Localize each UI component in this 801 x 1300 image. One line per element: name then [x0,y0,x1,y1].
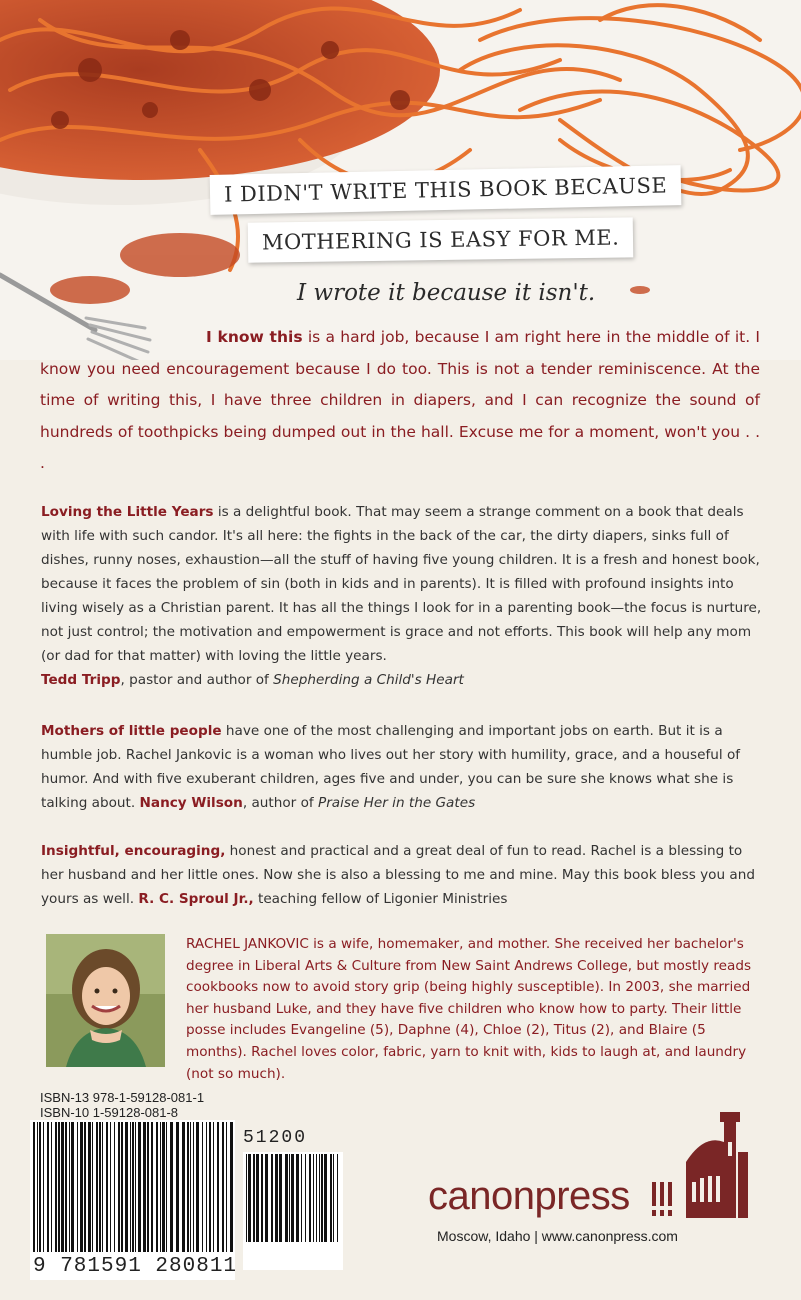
barcode-bar [77,1122,78,1252]
endorsement-lead: Insightful, encouraging, [41,843,226,859]
barcode-bar [80,1122,83,1252]
author-bio: RACHEL JANKOVIC is a wife, homemaker, and mother. She received her bachelor's degree in Liberal Arts & Culture from New Saint Andrews College, but mostly reads cookbooks now to avoid story grip (being highly susceptible). In 2003, she married her husband Luke, and they have five children who know how to party. Their little posse includes Evangeline (5), Daphne (4), Chloe (2), Titus (2), and Blaire (5 months). Rachel loves color, fabric, yarn to knit with, kids to laugh at, and laundry (not so much). [186,936,752,1082]
intro-paragraph [40,322,760,480]
barcode-bar [132,1122,134,1252]
barcode-bar [275,1154,278,1242]
endorsement-book: Shepherding a Child's Heart [273,672,464,688]
isbn-13: ISBN-13 978-1-59128-081-1 [40,1090,205,1105]
barcode-bar [106,1122,108,1252]
barcode-bar [330,1154,332,1242]
barcode-bar [261,1154,263,1242]
endorsement-wilson [41,719,766,815]
endorsement-tripp [41,500,766,692]
price-code: 51200 [243,1128,308,1148]
barcode-bar [206,1122,207,1252]
barcode-bar [118,1122,120,1252]
barcode-bar [248,1154,251,1242]
barcode-bar [135,1122,136,1252]
barcode-digits: 9 781591 280811 [33,1255,238,1278]
barcode-bar [321,1154,323,1242]
barcode-bar [166,1122,167,1252]
barcode-bar [193,1122,194,1252]
barcode-bar [291,1154,294,1242]
barcode-bar [125,1122,128,1252]
endorsement-text: is a delightful book. That may seem a strange comment on a book that deals with life with such candor. It's all here: the fights in the back of the car, the dirty diapers, sinks full of dishes, runny noses, exhaustion—all the stuff of having five young children. It is a fresh and honest book, because it faces the problem of sin (both in kids and in parents). It is filled with profound insights into living wisely as a Christian parent. It has all the things I look for in a parenting book—the focus is nurture, not just control; the motivation and empowerment is grace and not efforts. This book will help any mom (or dad for that matter) with loving the little years. [41,504,762,664]
barcode-bar [65,1122,67,1252]
endorsement-role: , pastor and author of [120,672,274,688]
barcode-bar [213,1122,214,1252]
endorsement-author: Nancy Wilson [139,795,243,811]
barcode-bar [110,1122,111,1252]
endorsement-text: have one of the most challenging and important jobs on earth. But it is a humble job. Rachel Jankovic is a woman who lives out her story with humility, grace, and a houseful of humor. And with five exuberant children, ages five and under, you can be sure she knows what she is talking about. [41,723,741,811]
barcode-bar [230,1122,233,1252]
endorsement-role: , author of [242,795,319,811]
tagline-line-2: MOTHERING IS EASY FOR ME. [248,217,634,262]
barcode-bar [222,1122,224,1252]
barcode-bar [102,1122,103,1252]
barcode-bar [246,1154,247,1242]
barcode-bar [151,1122,153,1252]
barcode-bar [319,1154,320,1242]
barcode-bar [202,1122,203,1252]
barcode-bar [84,1122,86,1252]
barcode-bar [337,1154,338,1242]
barcode-bar [301,1154,302,1242]
barcode-bar [313,1154,314,1242]
barcode-bar [182,1122,185,1252]
barcode-bar [147,1122,149,1252]
intro-lead: I know this [206,328,303,346]
barcode-bar [160,1122,161,1252]
barcode-bar [58,1122,60,1252]
canon-press-tower-icon [686,1112,748,1218]
endorsement-author: R. C. Sproul Jr., [138,891,254,907]
barcode-bar [296,1154,299,1242]
barcode-bar [170,1122,173,1252]
barcode-bar [176,1122,179,1252]
barcode-bar [88,1122,91,1252]
barcode-bar [96,1122,98,1252]
addon-barcode-icon [243,1152,343,1270]
publisher-location: Moscow, Idaho | www.canonpress.com [437,1228,678,1244]
barcode-bar [114,1122,115,1252]
barcode-bar [138,1122,141,1252]
barcode-bar [143,1122,146,1252]
barcode-bar [271,1154,273,1242]
endorsement-lead: Mothers of little people [41,723,222,739]
endorsement-sproul [41,839,766,911]
barcode-bar [316,1154,317,1242]
barcode-bar [37,1122,38,1252]
barcode-bar [39,1122,41,1252]
endorsement-lead: Loving the Little Years [41,504,214,520]
endorsement-author: Tedd Tripp [41,672,121,688]
barcode-bar [55,1122,57,1252]
barcode-bar [156,1122,158,1252]
endorsement-book: Praise Her in the Gates [318,795,476,811]
endorsement-text: honest and practical and a great deal of fun to read. Rachel is a blessing to her husband and her little ones. Now she is also a blessing to me and mine. May this book bless you and yours as well. [41,843,756,907]
barcode-bar [285,1154,288,1242]
barcode-bar [162,1122,165,1252]
barcode-bar [289,1154,290,1242]
barcode-bar [333,1154,334,1242]
barcode-bar [61,1122,64,1252]
isbn-10: ISBN-10 1-59128-081-8 [40,1105,179,1120]
barcode-bar [69,1122,70,1252]
intro-text: is a hard job, because I am right here in the middle of it. I know you need encouragement because I do too. This is not a tender reminiscence. At the time of writing this, I have three children in diapers, and I can recognize the sound of hundreds of toothpicks being dumped out in the hall. Excuse me for a moment, won't you . . . [40,328,760,472]
barcode-bar [121,1122,123,1252]
barcode-bar [99,1122,101,1252]
barcode-bar [279,1154,282,1242]
barcode-bar [47,1122,49,1252]
barcode-bar [256,1154,259,1242]
barcode-bar [187,1122,189,1252]
barcode-bar [196,1122,199,1252]
barcode-bar [324,1154,327,1242]
barcode-bar [130,1122,131,1252]
author-photo [46,934,165,1067]
tagline-script: I wrote it because it isn't. [297,280,596,306]
barcode-bar [309,1154,311,1242]
barcode-bar [190,1122,191,1252]
barcode-bar [265,1154,268,1242]
barcode-bar [209,1122,211,1252]
barcode-bar [43,1122,44,1252]
barcode-bar [92,1122,93,1252]
barcode-bar [51,1122,52,1252]
publisher-bars-icon [650,1182,680,1218]
barcode-bar [217,1122,219,1252]
endorsement-role: teaching fellow of Ligonier Ministries [253,891,508,907]
barcode-bar [71,1122,74,1252]
tagline-line-1: I DIDN'T WRITE THIS BOOK BECAUSE [210,165,682,215]
publisher-name: canonpress [428,1174,630,1218]
barcode-bar [253,1154,255,1242]
barcode-bar [33,1122,35,1252]
barcode-bar [305,1154,306,1242]
barcode-bar [226,1122,227,1252]
